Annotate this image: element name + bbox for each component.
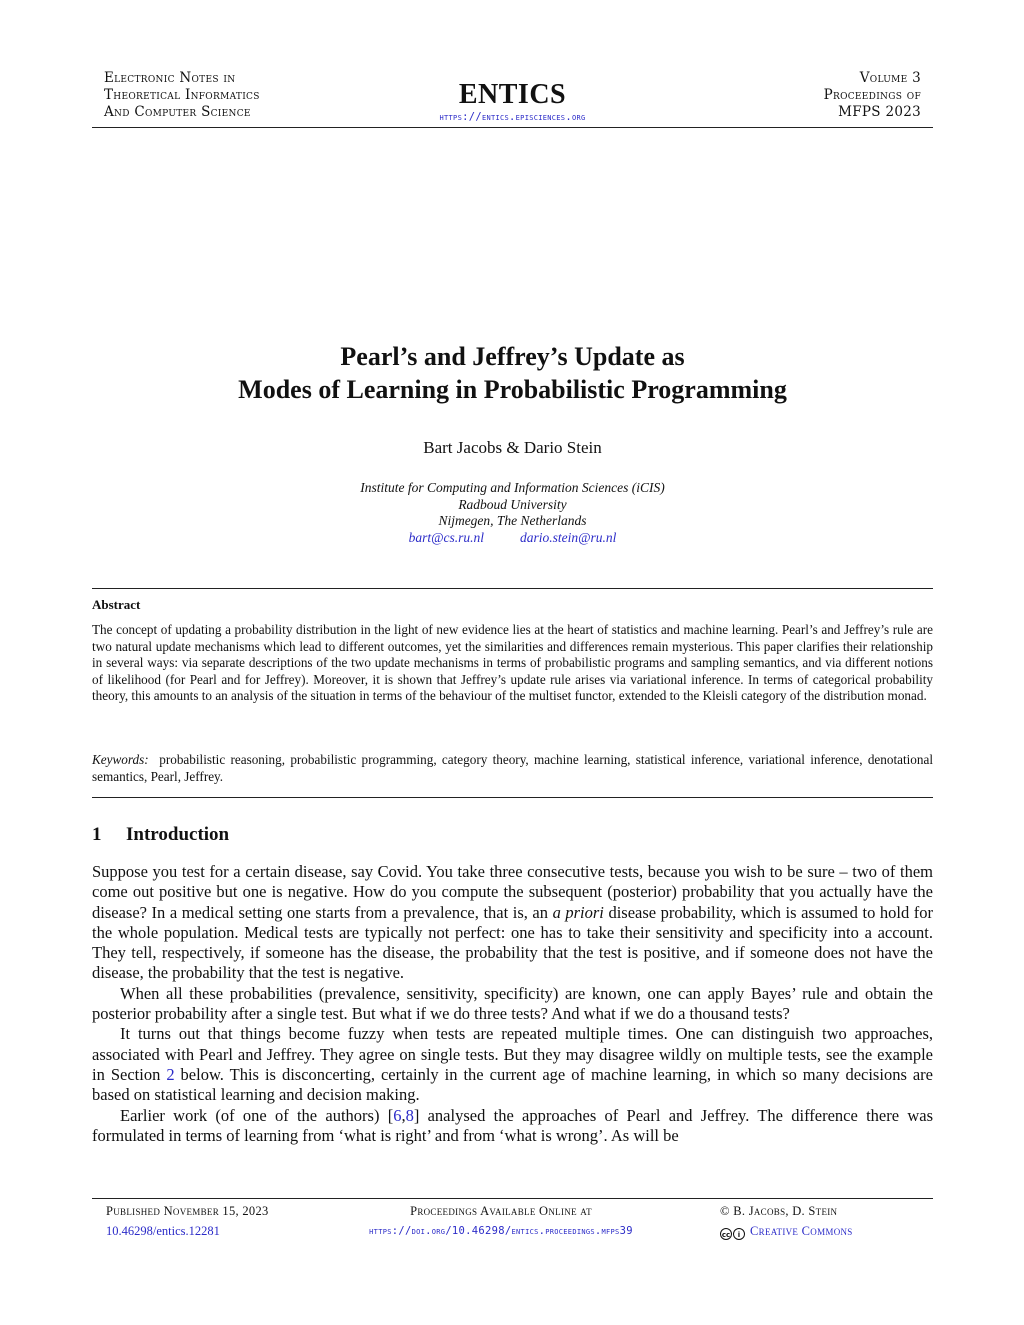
footer-divider: [92, 1198, 933, 1199]
paragraph: Earlier work (of one of the authors) [6,8] analysed the approaches of Pearl and Jeffrey. The difference there was formulated in terms of learning from ‘what is right’ and from ‘what is wrong’. As will be: [92, 1105, 933, 1145]
journal-url-link[interactable]: https://entics.episciences.org: [439, 111, 586, 123]
license-link[interactable]: Creative Commons: [750, 1224, 853, 1238]
paper-title: Pearl’s and Jeffrey’s Update as Modes of Learning in Probabilistic Programming: [238, 342, 787, 404]
section-ref-link[interactable]: 2: [166, 1064, 175, 1084]
abstract-text: The concept of updating a probability distribution in the light of new evidence lies at the heart of statistics and machine learning. Pearl’s and Jeffrey’s rule are two natural update mechanisms which lead to different outcomes, yet the similarities and differences remain mysterious. This paper clarifies their relationship in several ways: via separate descriptions of the two update mechanisms in terms of probabilistic programs and sampling semantics, and via different notions of likelihood (for Pearl and for Jeffrey). Moreover, it is shown that Jeffrey’s update rule arises via variational inference. In terms of categorical probability theory, this amounts to an analysis of the situation in terms of the behaviour of the multiset functor, extended to the Kleisli category of the distribution monad.: [92, 622, 933, 703]
author-emails: [92, 530, 933, 547]
email-link-jacobs[interactable]: bart@cs.ru.nl: [408, 529, 484, 545]
section-title: Introduction: [126, 824, 230, 845]
paper-authors: Bart Jacobs & Dario Stein: [423, 438, 602, 457]
footer-copyright: © B. Jacobs, D. Stein cc i Creative Commons: [720, 1204, 853, 1239]
footer-published: Published November 15, 2023 10.46298/entics.12281: [106, 1201, 269, 1241]
proceedings-url-link[interactable]: https://doi.org/10.46298/entics.proceedings.mfps39: [369, 1225, 633, 1237]
abstract-heading: Abstract: [92, 597, 141, 612]
journal-brand: [92, 80, 933, 124]
citation-link[interactable]: 8: [405, 1105, 414, 1125]
keywords: [92, 752, 933, 785]
brand-logo-text: ENTICS: [458, 79, 567, 110]
paragraph: It turns out that things become fuzzy when tests are repeated multiple times. One can distinguish two approaches, associated with Pearl and Jeffrey. They agree on single tests. But they may disagree wildly on multiple tests, see the example in Section 2 below. This is disconcerting, certainly in the current age of machine learning, in which so many decisions are based on statistical learning and decision making.: [92, 1024, 933, 1105]
journal-name: Electronic Notes in Theoretical Informatics And Computer Science: [104, 70, 260, 120]
footer-proceedings: Proceedings Available Online at https://doi.org/10.46298/entics.proceedings.mfps39: [326, 1201, 676, 1241]
email-link-stein[interactable]: dario.stein@ru.nl: [520, 529, 617, 545]
doi-link[interactable]: 10.46298/entics.12281: [106, 1224, 220, 1238]
volume-info: Volume 3 Proceedings of MFPS 2023: [823, 70, 921, 120]
section-number: 1: [92, 824, 102, 845]
abstract-top-rule: [92, 588, 933, 589]
header-divider: [92, 127, 933, 128]
affiliation: Institute for Computing and Information Sciences (iCIS) Radboud University Nijmegen, The Netherlands bart@cs.ru.nl dario.stein@ru.nl: [92, 480, 933, 546]
citation-link[interactable]: 6: [393, 1105, 402, 1125]
paragraph: Suppose you test for a certain disease, say Covid. You take three consecutive tests, because you wish to be sure – two of them come out positive but one is negative. How do you compute the subsequent (posterior) probability that you actually have the disease? In a medical setting one starts from a prevalence, that is, an a priori disease probability, which is assumed to hold for the whole population. Medical tests are typically not perfect: one has to take their sensitivity and specificity into a account. They tell, respectively, if someone has the disease, the probability that the test is positive, and if someone does not have the disease, the probability that the test is negative.: [92, 862, 934, 983]
cc-license-icon: cc i: [720, 1228, 745, 1240]
keywords-label: Keywords:: [92, 752, 149, 767]
body-text: [92, 862, 933, 1146]
journal-header: [92, 70, 933, 126]
abstract-bottom-rule: [92, 797, 933, 798]
section-heading: [92, 824, 229, 846]
paragraph: When all these probabilities (prevalence, sensitivity, specificity) are known, one can apply Bayes’ rule and obtain the posterior probability after a single test. But what if we do three tests? And what if we do a thousand tests?: [92, 983, 933, 1024]
keywords-list: probabilistic reasoning, probabilistic programming, category theory, machine learning, statistical inference, variational inference, denotational semantics, Pearl, Jeffrey.: [92, 752, 934, 784]
